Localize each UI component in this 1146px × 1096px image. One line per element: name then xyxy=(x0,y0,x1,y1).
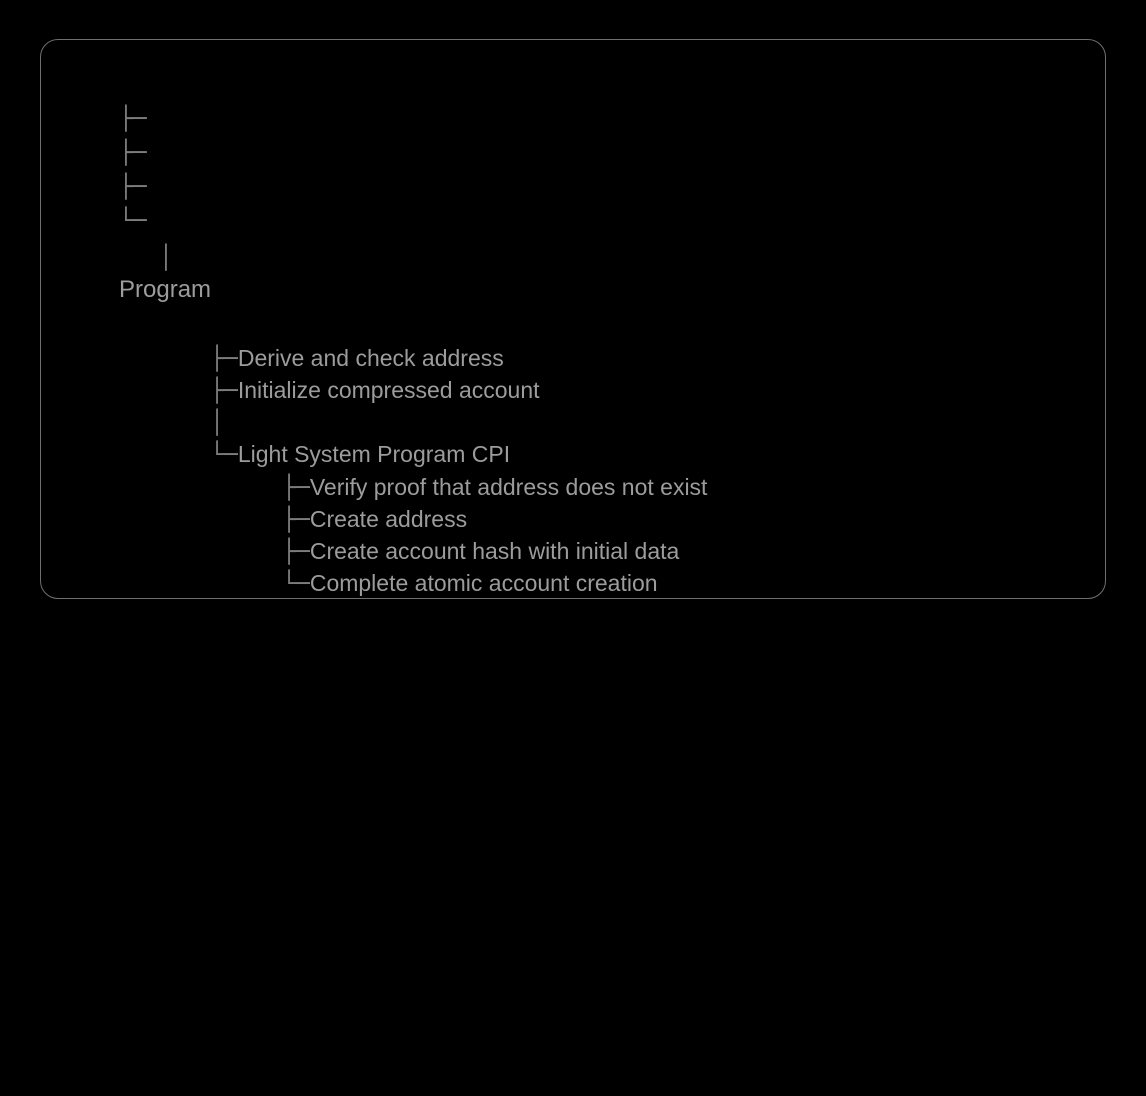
tree-connector: │ xyxy=(159,245,173,271)
branch-glyph: ├─ xyxy=(282,539,310,565)
branch-glyph: ├─ xyxy=(282,475,310,501)
tree-node-label: Complete atomic account creation xyxy=(309,570,658,596)
branch-glyph: └─ xyxy=(282,571,310,597)
branch-glyph: ├─ xyxy=(282,507,310,533)
branch-stub-2: ├─ xyxy=(119,140,147,166)
branch-glyph: │ xyxy=(210,410,224,436)
tree-node-complete-atomic-creation xyxy=(231,535,658,632)
branch-glyph: └─ xyxy=(210,442,238,468)
tree-root-label: Program xyxy=(119,276,212,303)
branch-glyph: ├─ xyxy=(210,346,238,372)
branch-stub-3: ├─ xyxy=(119,174,147,200)
tree-node-label: Verify proof that address does not exist xyxy=(309,474,708,500)
tree-node-label: Create account hash with initial data xyxy=(309,538,680,564)
tree-node-label: Derive and check address xyxy=(237,345,504,371)
tree-node-label: Initialize compressed account xyxy=(237,377,540,403)
branch-stub-4: └─ xyxy=(119,208,147,234)
branch-glyph: ├─ xyxy=(210,378,238,404)
tree-node-label: Create address xyxy=(309,506,468,532)
branch-stub-1: ├─ xyxy=(119,106,147,132)
diagram-panel xyxy=(40,39,1106,599)
tree-node-label: Light System Program CPI xyxy=(237,441,511,467)
tree-container xyxy=(41,40,1105,598)
